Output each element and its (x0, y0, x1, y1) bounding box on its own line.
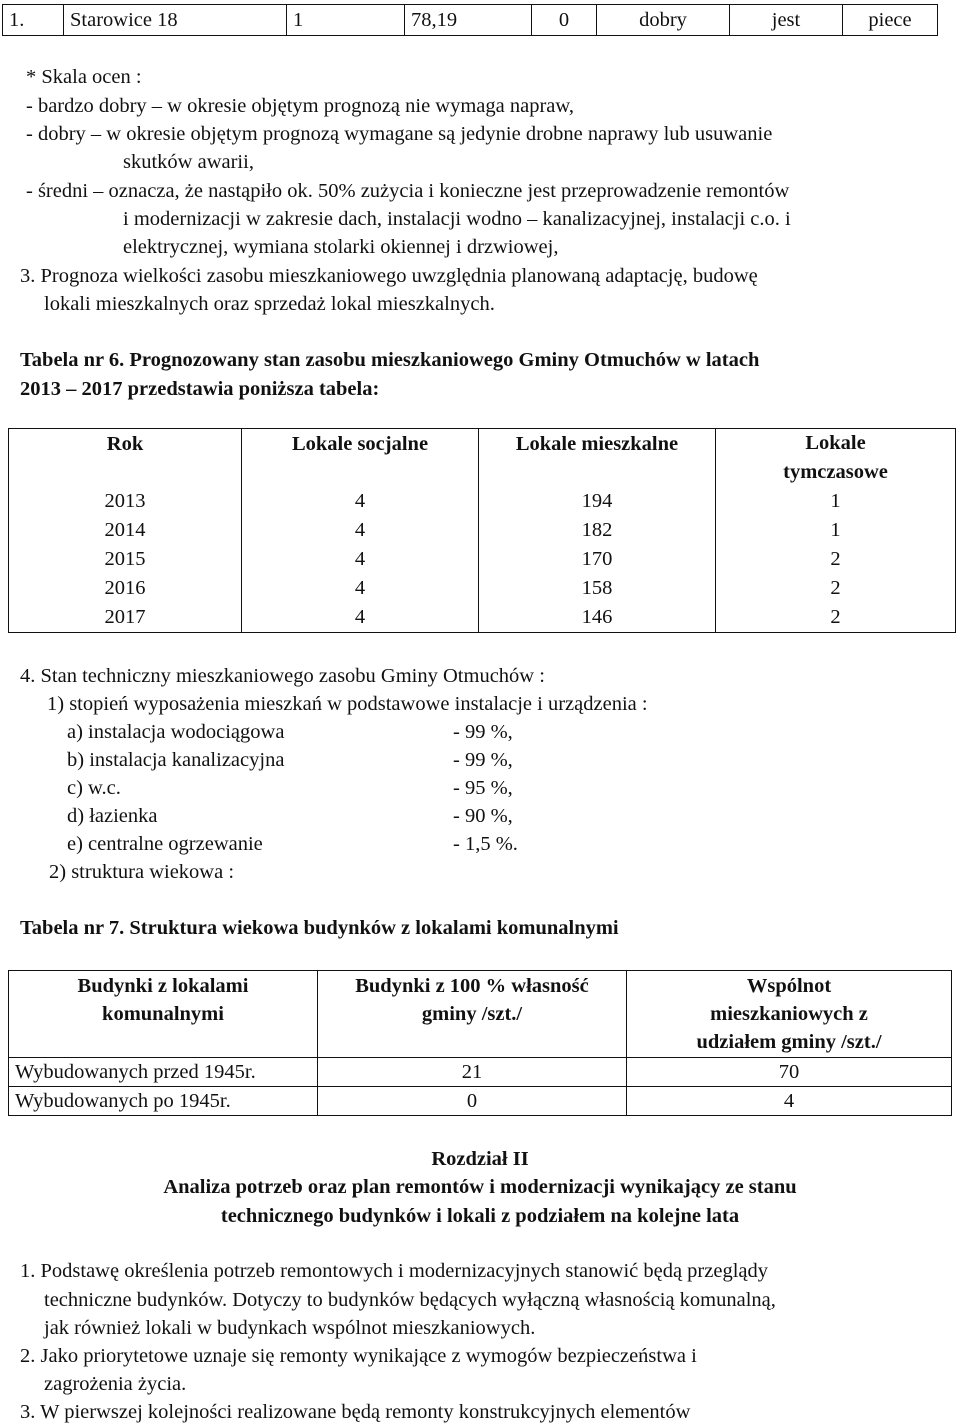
table-cell: 4 (242, 603, 479, 633)
chapter-subtitle: Analiza potrzeb oraz plan remontów i modernizacji wynikający ze stanu (163, 1176, 797, 1198)
column-header: Lokale tymczasowe (716, 429, 956, 488)
table-cell: 70 (627, 1058, 952, 1087)
item-value: - 90 %, (453, 805, 513, 827)
table-header-row (9, 971, 952, 1058)
scale-line: skutków awarii, (123, 151, 254, 173)
column-header: Lokale socjalne (242, 429, 479, 488)
table-cell: 4 (242, 516, 479, 545)
scale-line: - średni – oznacza, że nastąpiło ok. 50% zużycia i konieczne jest przeprowadzenie remontów (26, 180, 790, 202)
item-value: - 99 %, (453, 749, 513, 771)
column-header (318, 971, 627, 1058)
table-cell: 21 (318, 1058, 627, 1087)
header-line: Budynki z lokalami (77, 975, 249, 997)
scale-line: i modernizacji w zakresie dach, instalacji wodno – kanalizacyjnej, instalacji c.o. i (123, 208, 791, 230)
table-cell: 2 (716, 545, 956, 574)
table-cell: 78,19 (405, 5, 532, 36)
table-cell: 0 (532, 5, 597, 36)
table-cell: 170 (479, 545, 716, 574)
table-row (3, 5, 938, 36)
table-cell: Starowice 18 (64, 5, 287, 36)
column-header: Lokale mieszkalne (479, 429, 716, 488)
table7-caption: Tabela nr 7. Struktura wiekowa budynków z lokalami komunalnymi (20, 917, 619, 939)
scale-line: - bardzo dobry – w okresie objętym prognozą nie wymaga napraw, (26, 95, 575, 117)
scale-line: elektrycznej, wymiana stolarki okiennej i drzwiowej, (123, 236, 559, 258)
table-cell: 0 (318, 1087, 627, 1116)
table-cell: 146 (479, 603, 716, 633)
table-cell: Wybudowanych przed 1945r. (9, 1058, 318, 1087)
header-line: udziałem gminy /szt./ (696, 1031, 882, 1053)
table-cell: 2013 (9, 487, 242, 516)
paragraph-line: 3. W pierwszej kolejności realizowane będą remonty konstrukcyjnych elementów (20, 1401, 691, 1423)
table-cell: 2016 (9, 574, 242, 603)
section-title: 4. Stan techniczny mieszkaniowego zasobu Gminy Otmuchów : (20, 665, 545, 687)
table-cell: 182 (479, 516, 716, 545)
table-row (9, 1058, 952, 1087)
table-cell: 4 (242, 545, 479, 574)
paragraph-line: 2. Jako priorytetowe uznaje się remonty wynikające z wymogów bezpieczeństwa i (20, 1345, 697, 1367)
scale-line: - dobry – w okresie objętym prognozą wymagane są jedynie drobne naprawy lub usuwanie (26, 123, 773, 145)
header-line: Wspólnot (746, 975, 832, 997)
table-cell: 2014 (9, 516, 242, 545)
chapter-subtitle: technicznego budynków i lokali z podziałem na kolejne lata (220, 1205, 740, 1227)
paragraph-line: 3. Prognoza wielkości zasobu mieszkaniowego uwzględnia planowaną adaptację, budowę (20, 265, 758, 287)
table-cell: 1 (716, 487, 956, 516)
table-cell: 1 (287, 5, 405, 36)
table-cell: 194 (479, 487, 716, 516)
item-label: b) instalacja kanalizacyjna (67, 749, 285, 771)
table-cell: 4 (242, 487, 479, 516)
item-value: - 99 %, (453, 721, 513, 743)
table-row (9, 545, 956, 574)
chapter-title: Rozdział II (431, 1148, 529, 1170)
header-line: Budynki z 100 % własność (355, 975, 589, 997)
paragraph-line: techniczne budynków. Dotyczy to budynków będących wyłączną własnością komunalną, (44, 1289, 776, 1311)
table-row (9, 1087, 952, 1116)
item-label: c) w.c. (67, 777, 121, 799)
item-label: a) instalacja wodociągowa (67, 721, 285, 743)
table-cell: 2015 (9, 545, 242, 574)
paragraph-line: lokali mieszkalnych oraz sprzedaż lokal mieszkalnych. (44, 293, 495, 315)
table6-caption: 2013 – 2017 przedstawia poniższa tabela: (20, 378, 380, 400)
column-header (627, 971, 952, 1058)
paragraph-line: jak również lokali w budynkach wspólnot mieszkaniowych. (44, 1317, 536, 1339)
header-line: komunalnymi (102, 1003, 224, 1025)
table-header-row (9, 429, 956, 488)
table6 (8, 428, 956, 633)
table-cell: 1 (716, 516, 956, 545)
table-cell: 2017 (9, 603, 242, 633)
table-cell: 2 (716, 603, 956, 633)
item-value: - 95 %, (453, 777, 513, 799)
item-label: d) łazienka (67, 805, 158, 827)
header-line: mieszkaniowych z (710, 1003, 868, 1025)
top-row-table (2, 4, 938, 36)
table-cell: piece (843, 5, 938, 36)
section-subtitle: 1) stopień wyposażenia mieszkań w podstawowe instalacje i urządzenia : (47, 693, 648, 715)
column-header (9, 971, 318, 1058)
table7 (8, 970, 952, 1116)
table-cell: dobry (597, 5, 730, 36)
section-subtitle: 2) struktura wiekowa : (49, 861, 235, 883)
table-row (9, 603, 956, 633)
table-cell: 4 (242, 574, 479, 603)
header-line: gminy /szt./ (421, 1003, 523, 1025)
table-cell: Wybudowanych po 1945r. (9, 1087, 318, 1116)
table-row (9, 574, 956, 603)
paragraph-line: 1. Podstawę określenia potrzeb remontowych i modernizacyjnych stanowić będą przeglądy (20, 1260, 768, 1282)
item-label: e) centralne ogrzewanie (67, 833, 263, 855)
table-cell: 2 (716, 574, 956, 603)
table-cell: 158 (479, 574, 716, 603)
table-cell: jest (730, 5, 843, 36)
table6-caption: Tabela nr 6. Prognozowany stan zasobu mieszkaniowego Gminy Otmuchów w latach (20, 349, 760, 371)
item-value: - 1,5 %. (453, 833, 518, 855)
scale-title: * Skala ocen : (26, 66, 142, 88)
paragraph-line: zagrożenia życia. (44, 1373, 187, 1395)
column-header: Rok (9, 429, 242, 488)
table-row (9, 487, 956, 516)
table-cell: 1. (3, 5, 64, 36)
table-row (9, 516, 956, 545)
table-cell: 4 (627, 1087, 952, 1116)
